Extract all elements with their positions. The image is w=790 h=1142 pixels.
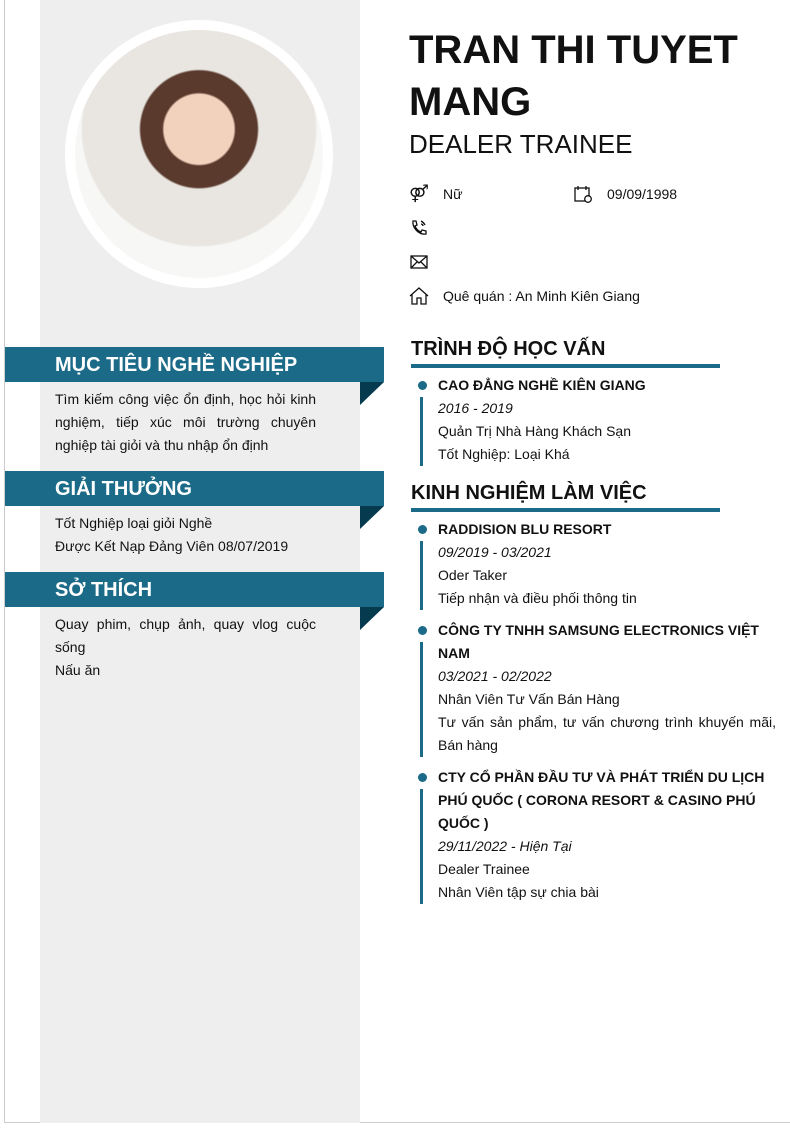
experience-role: Dealer Trainee — [438, 861, 530, 877]
timeline-dot — [418, 626, 427, 635]
home-icon — [409, 286, 429, 306]
gender-icon: ⚤ — [409, 184, 429, 203]
company-name: CÔNG TY TNHH SAMSUNG ELECTRONICS VIỆT NAM — [438, 622, 759, 661]
hobbies-section — [5, 572, 384, 696]
birthday-value: 09/09/1998 — [607, 186, 678, 202]
experience-item — [418, 619, 776, 757]
hometown-value: Quê quán : An Minh Kiên Giang — [443, 288, 640, 304]
timeline-bar — [420, 642, 423, 757]
experience-item — [418, 518, 776, 610]
job-title: DEALER TRAINEE — [409, 129, 633, 159]
timeline-dot — [418, 773, 427, 782]
education-major: Quản Trị Nhà Hàng Khách Sạn — [438, 423, 632, 439]
timeline-dot — [418, 381, 427, 390]
experience-date: 29/11/2022 - Hiện Tại — [438, 838, 572, 854]
timeline-bar — [420, 541, 423, 610]
objective-text: Tìm kiếm công việc ổn định, học hỏi kinh nghiệm, tiếp xúc môi trường chuyên nghiệp tài giỏi và thu nhập ổn định — [55, 391, 316, 453]
experience-item — [418, 766, 776, 904]
right-column — [409, 24, 781, 904]
award-item: Được Kết Nạp Đảng Viên 08/07/2019 — [55, 538, 289, 554]
objective-heading: MỤC TIÊU NGHỀ NGHIỆP — [5, 347, 384, 382]
profile-photo — [65, 20, 333, 288]
timeline-dot — [418, 525, 427, 534]
hometown-row — [409, 286, 781, 306]
experience-heading: KINH NGHIỆM LÀM VIỆC — [411, 480, 720, 512]
awards-list — [5, 506, 384, 572]
company-name: CTY CỔ PHẦN ĐẦU TƯ VÀ PHÁT TRIỂN DU LỊCH PHÚ QUỐC ( CORONA RESORT & CASINO PHÚ QUỐC ) — [438, 769, 765, 831]
experience-role: Nhân Viên Tư Vấn Bán Hàng — [438, 691, 620, 707]
timeline-bar — [420, 789, 423, 904]
calendar-icon — [573, 184, 593, 204]
hobby-item: Quay phim, chụp ảnh, quay vlog cuộc sống — [55, 616, 316, 655]
timeline-bar — [420, 397, 423, 466]
experience-desc: Tư vấn sản phẩm, tư vấn chương trình khuyến mãi, Bán hàng — [438, 714, 776, 753]
awards-heading: GIẢI THƯỞNG — [5, 471, 384, 506]
school-name: CAO ĐẲNG NGHỀ KIÊN GIANG — [438, 377, 646, 393]
gender-row — [409, 184, 573, 204]
experience-date: 09/2019 - 03/2021 — [438, 544, 552, 560]
education-item — [418, 374, 776, 466]
experience-role: Oder Taker — [438, 567, 507, 583]
education-date: 2016 - 2019 — [438, 400, 513, 416]
company-name: RADDISION BLU RESORT — [438, 521, 612, 537]
education-heading: TRÌNH ĐỘ HỌC VẤN — [411, 336, 720, 368]
hobbies-heading: SỞ THÍCH — [5, 572, 384, 607]
objective-section — [5, 347, 384, 471]
hobby-item: Nấu ăn — [55, 662, 101, 678]
phone-icon — [409, 218, 429, 238]
left-column — [5, 347, 384, 696]
email-row — [409, 252, 781, 272]
education-note: Tốt Nghiệp: Loại Khá — [438, 446, 570, 462]
contact-info — [409, 184, 781, 306]
gender-value: Nữ — [443, 186, 463, 202]
experience-desc: Tiếp nhận và điều phối thông tin — [438, 590, 637, 606]
award-item: Tốt Nghiệp loại giỏi Nghề — [55, 515, 213, 531]
awards-section — [5, 471, 384, 572]
full-name: TRAN THI TUYET MANG — [409, 28, 738, 124]
email-icon — [409, 252, 429, 272]
experience-desc: Nhân Viên tập sự chia bài — [438, 884, 599, 900]
experience-date: 03/2021 - 02/2022 — [438, 668, 552, 684]
birthday-row — [573, 184, 781, 204]
hobbies-list — [5, 607, 384, 696]
phone-row — [409, 218, 781, 238]
